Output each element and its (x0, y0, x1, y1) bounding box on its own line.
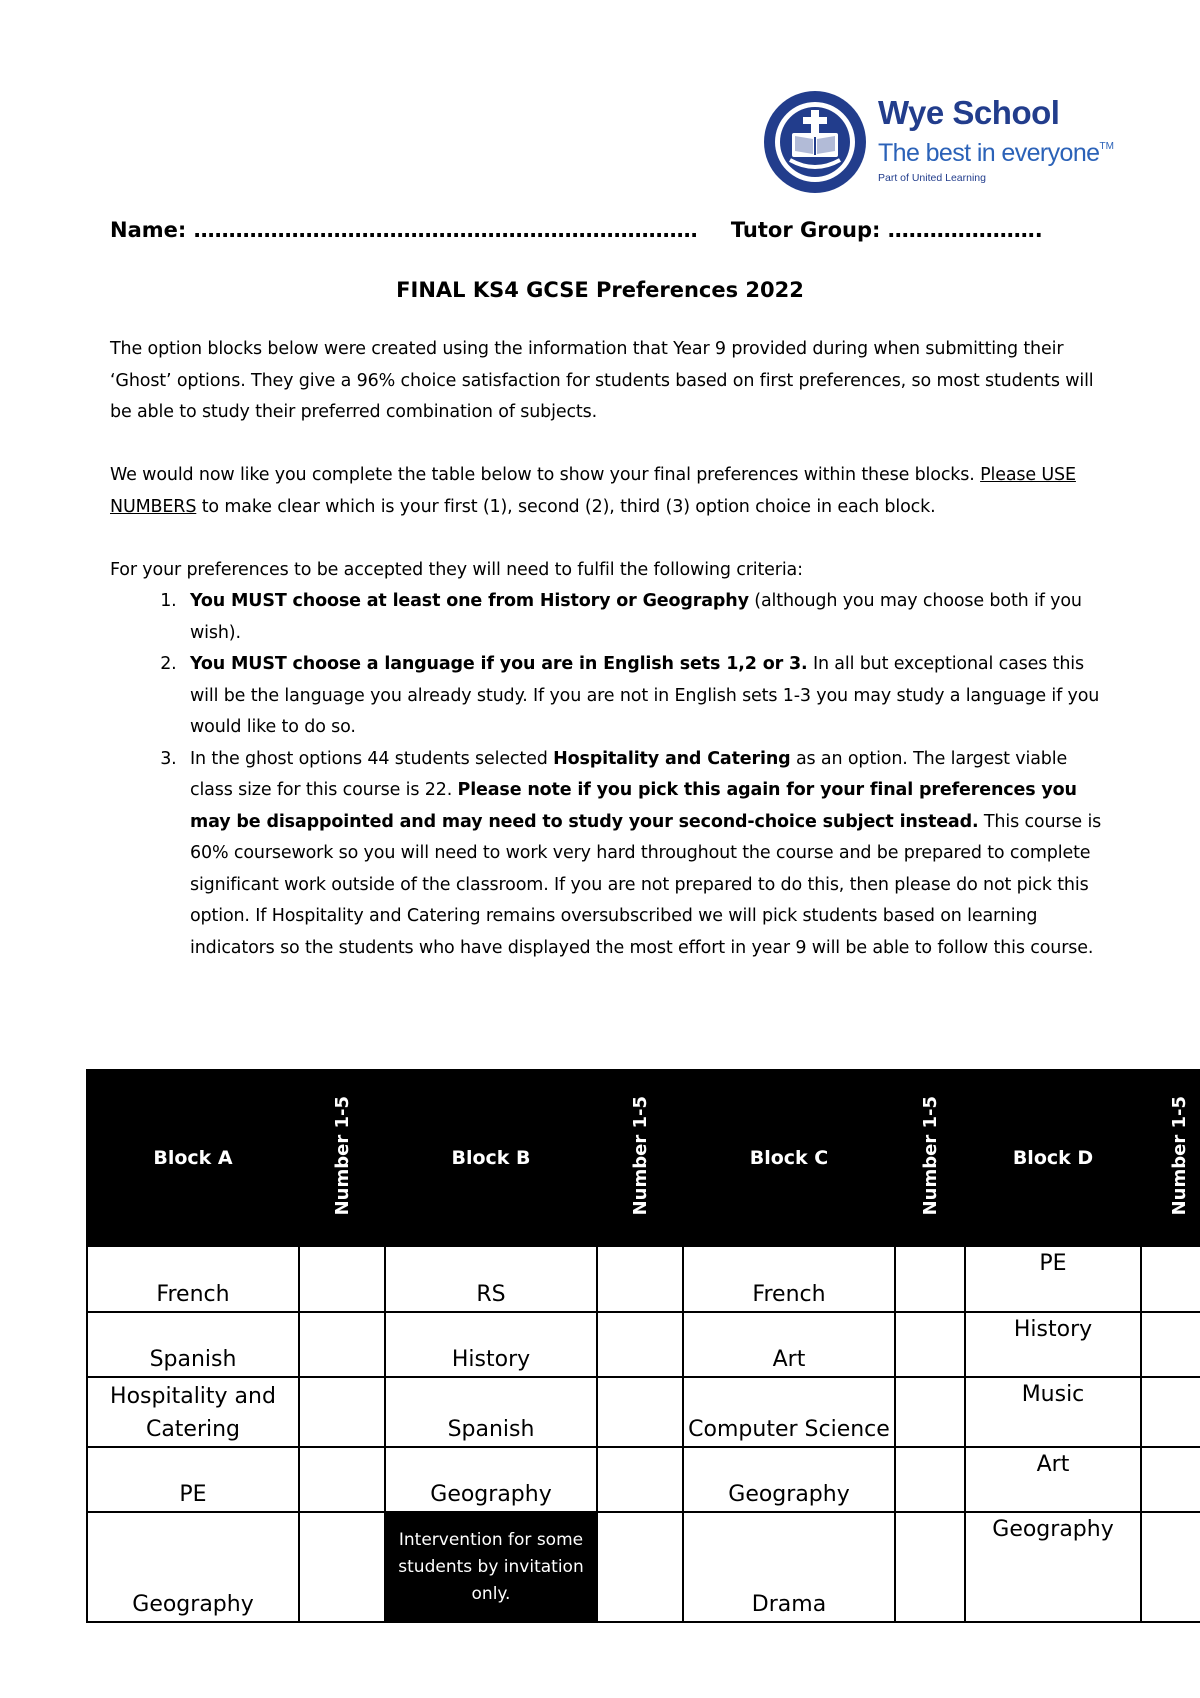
tutor-group-label: Tutor Group: (730, 218, 881, 242)
table-row (87, 1246, 1200, 1312)
table-row (87, 1312, 1200, 1377)
subject-cell: RS (385, 1246, 597, 1312)
instruction-text-2: to make clear which is your first (1), second (2), third (3) option choice in each block. (196, 496, 936, 517)
subject-cell: Hospitality and Catering (87, 1377, 299, 1447)
criteria-bold: Please note if you pick this again for your final preferences you may be disappointed and may need to study your second-choice subject instead. (190, 780, 1077, 832)
subject-cell: Drama (683, 1512, 895, 1622)
table-row (87, 1377, 1200, 1447)
number-input-cell[interactable] (1141, 1312, 1200, 1377)
subject-cell: PE (965, 1246, 1141, 1312)
criteria-item (182, 586, 1105, 649)
criteria-item (182, 649, 1105, 744)
number-input-cell[interactable] (1141, 1512, 1200, 1622)
number-input-cell[interactable] (299, 1246, 385, 1312)
instruction-underlined: Please USE NUMBERS (110, 465, 1076, 517)
subject-cell: Geography (683, 1447, 895, 1512)
name-label: Name: (110, 218, 187, 242)
option-blocks-table (86, 1069, 1200, 1623)
criteria-intro: For your preferences to be accepted they will need to fulfil the following criteria: (110, 559, 803, 580)
number-input-cell[interactable] (1141, 1246, 1200, 1312)
name-tutor-line (110, 218, 1043, 242)
number-input-cell[interactable] (299, 1512, 385, 1622)
number-input-cell[interactable] (597, 1312, 683, 1377)
subject-cell: Geography (385, 1447, 597, 1512)
block-d-header: Block D (965, 1070, 1141, 1246)
number-input-cell[interactable] (895, 1312, 965, 1377)
number-input-cell[interactable] (895, 1512, 965, 1622)
number-input-cell[interactable] (299, 1377, 385, 1447)
logo-tagline (878, 132, 1114, 168)
subject-cell: Geography (87, 1512, 299, 1622)
subject-cell: History (385, 1312, 597, 1377)
number-input-cell[interactable] (895, 1447, 965, 1512)
number-header-label: Number 1-5 (919, 1095, 941, 1216)
subject-cell: History (965, 1312, 1141, 1377)
criteria-list (110, 586, 1105, 964)
instruction-text-1: We would now like you complete the table below to show your final preferences within these blocks. (110, 465, 981, 485)
criteria-text: In all but exceptional cases this will be the language you already study. If you are not in English sets 1-3 you may study a language if you would like to do so. (190, 654, 1100, 737)
criteria-text: (although you may choose both if you wish). (190, 591, 1082, 643)
tutor-group-field[interactable]: …………………. (887, 218, 1043, 242)
number-header-label: Number 1-5 (1168, 1095, 1190, 1216)
block-b-header: Block B (385, 1070, 597, 1246)
number-header (299, 1070, 385, 1246)
subject-cell: French (87, 1246, 299, 1312)
number-input-cell[interactable] (1141, 1447, 1200, 1512)
subject-cell: Music (965, 1377, 1141, 1447)
subject-cell: Art (965, 1447, 1141, 1512)
number-input-cell[interactable] (1141, 1377, 1200, 1447)
school-crest-icon (760, 88, 872, 196)
number-header (597, 1070, 683, 1246)
criteria-text: This course is 60% coursework so you will need to work very hard throughout the course and be prepared to complete significant work outside of the classroom. If you are not prepared to do this, then please do not pick this option. If Hospitality and Catering remains oversubscribed we will pick students based on learning indicators so the students who have displayed the most effort in year 9 will be able to follow this course. (190, 811, 1102, 958)
number-input-cell[interactable] (299, 1447, 385, 1512)
school-logo (760, 88, 1120, 198)
intro-paragraph: The option blocks below were created using the information that Year 9 provided during when submitting their ‘Ghost’ options. They give a 96% choice satisfaction for students based on first preferences, so most students will be able to study their preferred combination of subjects. (110, 339, 1094, 422)
body-text (110, 334, 1105, 964)
name-field[interactable]: ……………………………………………………………… (193, 218, 698, 242)
logo-name: Wye School (878, 94, 1060, 131)
number-input-cell[interactable] (597, 1512, 683, 1622)
criteria-text: as an option. The largest viable class size for this course is 22. (190, 748, 1068, 800)
table-row (87, 1447, 1200, 1512)
criteria-bold: You MUST choose at least one from History or Geography (190, 591, 749, 611)
intervention-cell: Intervention for some students by invitation only. (385, 1512, 597, 1622)
number-input-cell[interactable] (299, 1312, 385, 1377)
number-header-label: Number 1-5 (331, 1095, 353, 1216)
table-row (87, 1512, 1200, 1622)
number-header (895, 1070, 965, 1246)
subject-cell: Spanish (385, 1377, 597, 1447)
criteria-bold: Hospitality and Catering (553, 748, 791, 769)
logo-trademark: TM (1099, 141, 1114, 152)
table-header-row (87, 1070, 1200, 1246)
subject-cell: Spanish (87, 1312, 299, 1377)
logo-tagline-text: The best in everyone (878, 139, 1100, 167)
number-header (1141, 1070, 1200, 1246)
number-input-cell[interactable] (895, 1246, 965, 1312)
number-input-cell[interactable] (597, 1246, 683, 1312)
criteria-item (182, 744, 1105, 965)
subject-cell: Geography (965, 1512, 1141, 1622)
page-title: FINAL KS4 GCSE Preferences 2022 (396, 278, 804, 302)
criteria-bold: You MUST choose a language if you are in English sets 1,2 or 3. (190, 654, 808, 674)
instruction-paragraph (110, 460, 1105, 523)
logo-subtitle: Part of United Learning (878, 172, 986, 184)
number-input-cell[interactable] (597, 1447, 683, 1512)
number-input-cell[interactable] (597, 1377, 683, 1447)
subject-cell: Computer Science (683, 1377, 895, 1447)
subject-cell: French (683, 1246, 895, 1312)
number-header-label: Number 1-5 (629, 1095, 651, 1216)
criteria-text: In the ghost options 44 students selected (190, 748, 554, 769)
subject-cell: Art (683, 1312, 895, 1377)
number-input-cell[interactable] (895, 1377, 965, 1447)
block-a-header: Block A (87, 1070, 299, 1246)
subject-cell: PE (87, 1447, 299, 1512)
block-c-header: Block C (683, 1070, 895, 1246)
